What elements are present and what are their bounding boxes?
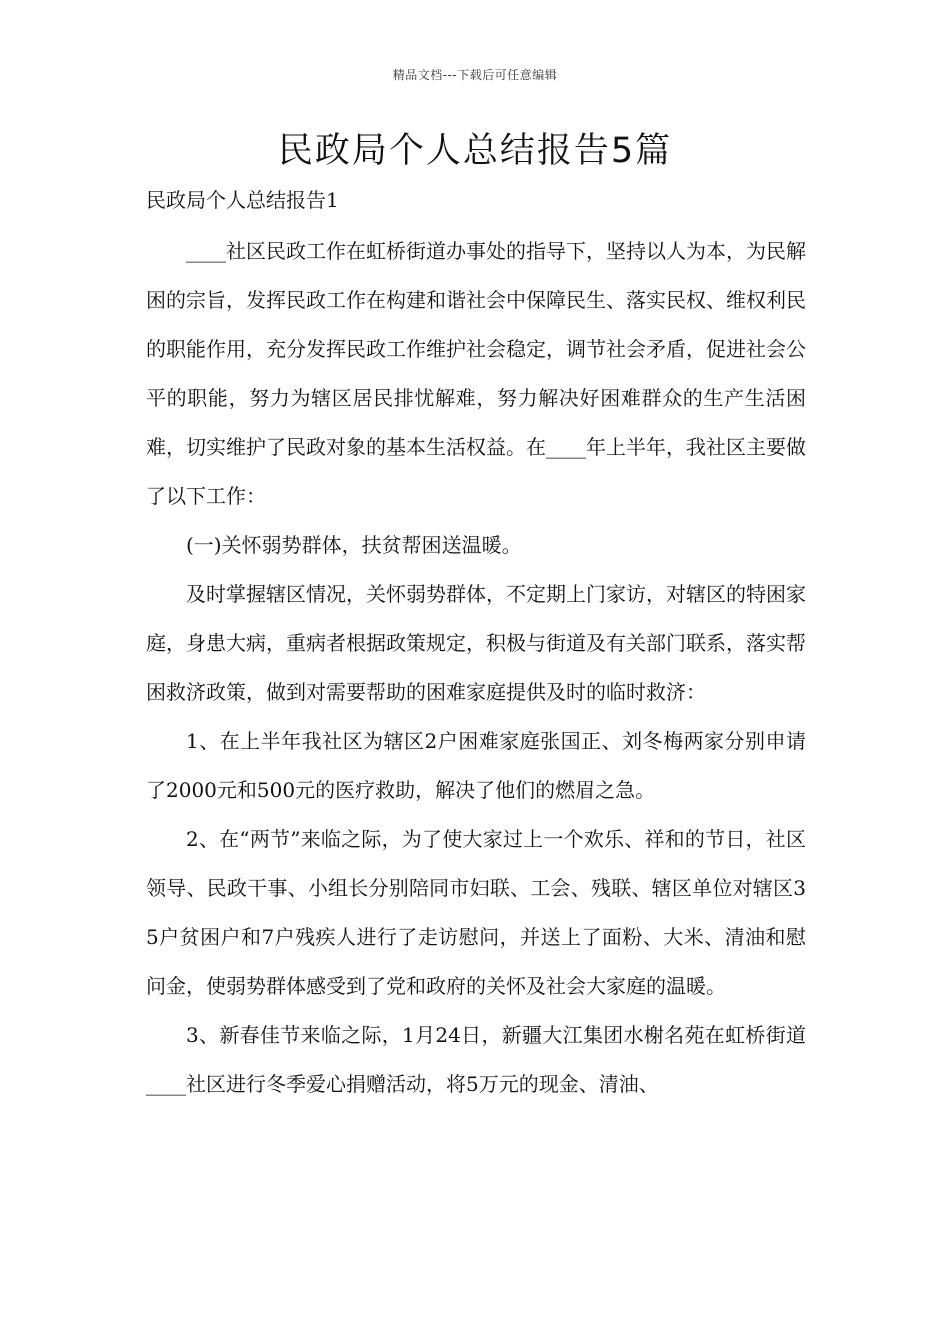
paragraph: 及时掌握辖区情况，关怀弱势群体，不定期上门家访，对辖区的特困家庭，身患大病，重病者根据政策规定，积极与街道及有关部门联系，落实帮困救济政策，做到对需要帮助的困难家庭提供及时的临时救济： (146, 582, 806, 704)
paragraph: (一)关怀弱势群体，扶贫帮困送温暖。 (186, 533, 522, 557)
paragraph: 3、新春佳节来临之际，1月24日，新疆大江集团水榭名苑在虹桥街道____社区进行冬季爱心捐赠活动，将5万元的现金、清油、 (146, 1023, 806, 1096)
paragraph: 1、在上半年我社区为辖区2户困难家庭张国正、刘冬梅两家分别申请了2000元和500元的医疗救助，解决了他们的燃眉之急。 (146, 729, 806, 802)
paragraph: 2、在“两节”来临之际，为了使大家过上一个欢乐、祥和的节日，社区领导、民政干事、小组长分别陪同市妇联、工会、残联、辖区单位对辖区35户贫困户和7户残疾人进行了走访慰问，并送上了面粉、大米、清油和慰问金，使弱势群体感受到了党和政府的关怀及社会大家庭的温暖。 (146, 827, 806, 998)
document-title: 民政局个人总结报告5篇 (277, 131, 673, 171)
header-note: 精品文档---下载后可任意编辑 (392, 68, 558, 82)
paragraph: ____社区民政工作在虹桥街道办事处的指导下，坚持以人为本，为民解困的宗旨，发挥民政工作在构建和谐社会中保障民生、落实民权、维权利民的职能作用，充分发挥民政工作维护社会稳定，调节社会矛盾，促进社会公平的职能，努力为辖区居民排忧解难，努力解决好困难群众的生产生活困难，切实维护了民政对象的基本生活权益。在____年上半年，我社区主要做了以下工作： (146, 239, 806, 508)
document-body (146, 227, 806, 1109)
section-subtitle: 民政局个人总结报告1 (146, 188, 339, 212)
